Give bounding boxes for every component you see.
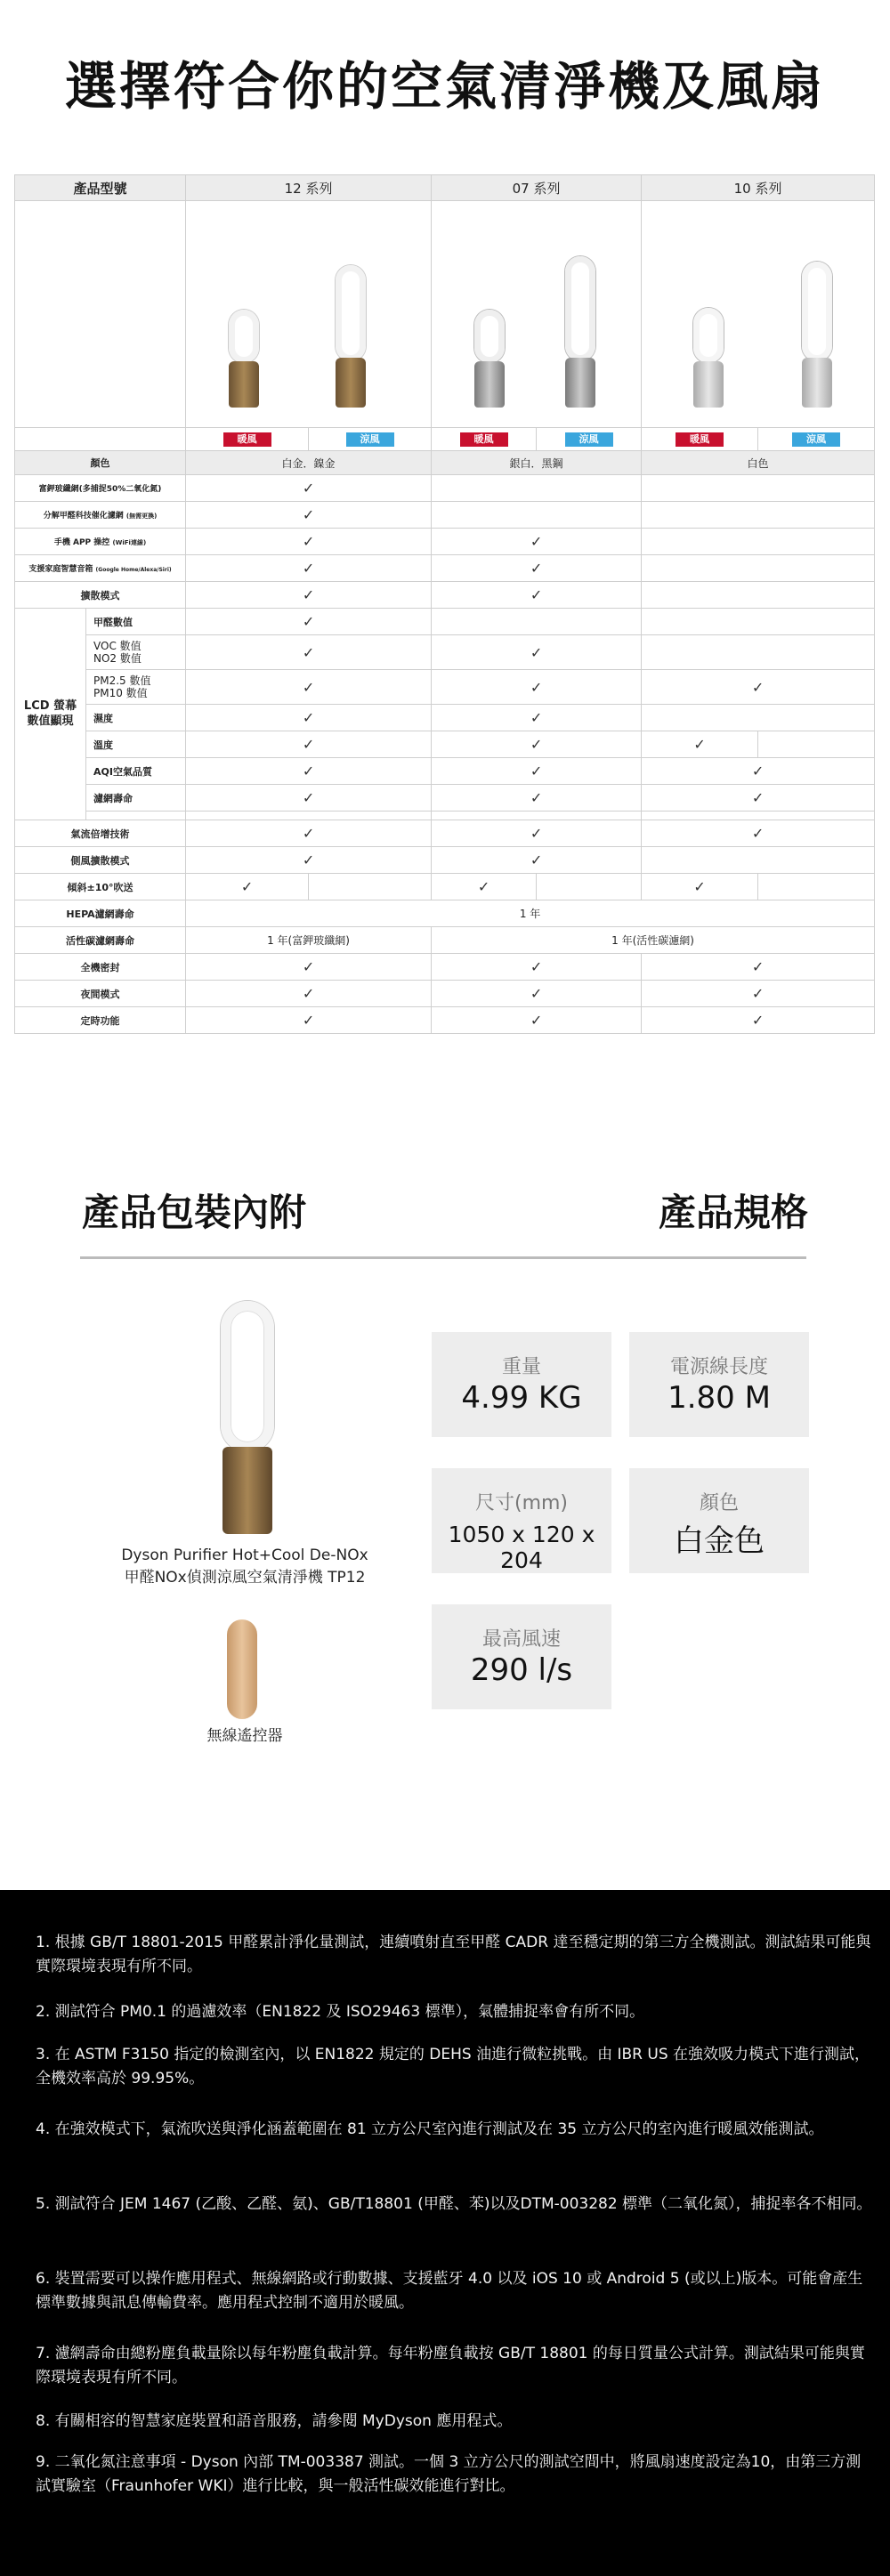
check-icon: ✓ xyxy=(186,954,432,981)
spec-cord xyxy=(629,1332,809,1437)
check-icon: ✓ xyxy=(186,731,432,758)
table-row xyxy=(15,731,875,758)
footnote: 4. 在強效模式下，氣流吹送與淨化涵蓋範圍在 81 立方公尺室內進行測試及在 35 立方公尺的室內進行暖風效能測試。 xyxy=(36,2120,824,2138)
size-label: 尺寸(mm) xyxy=(474,1492,569,1514)
weight-label: 重量 xyxy=(501,1356,541,1378)
tp12-cool-image xyxy=(336,265,366,408)
airflow-label: 最高風速 xyxy=(481,1628,561,1651)
table-row xyxy=(15,670,875,705)
series-10-header: 10 系列 xyxy=(642,175,875,201)
product-caption xyxy=(107,1545,383,1588)
table-row xyxy=(15,785,875,812)
series-12-images xyxy=(186,201,432,428)
table-row xyxy=(15,1007,875,1034)
table-row xyxy=(15,502,875,529)
row-label: AQI空氣品質 xyxy=(86,758,186,785)
hepa-life-value: 1 年 xyxy=(186,900,875,927)
remote-photo xyxy=(227,1619,257,1719)
row-label: 溫度 xyxy=(86,731,186,758)
row-label: PM2.5 數值 PM10 數值 xyxy=(86,670,186,705)
check-icon: ✓ xyxy=(642,874,758,900)
color-label: 顏色 xyxy=(15,451,186,475)
cool-badge: 涼風 xyxy=(792,432,840,447)
check-icon: ✓ xyxy=(642,758,875,785)
badge-row xyxy=(15,428,875,451)
check-icon: ✓ xyxy=(186,758,432,785)
cool-badge: 涼風 xyxy=(346,432,394,447)
check-icon: ✓ xyxy=(642,731,758,758)
color-label: 顏色 xyxy=(699,1492,739,1514)
package-title: 產品包裝內附 xyxy=(82,1191,307,1234)
footnote: 2. 測試符合 PM0.1 的過濾效率（EN1822 及 ISO29463 標準），氣體捕捉率會有所不同。 xyxy=(36,2003,645,2021)
check-icon: ✓ xyxy=(432,820,642,847)
check-icon: ✓ xyxy=(432,954,642,981)
tp10-cool-image xyxy=(802,262,832,408)
row-label: 定時功能 xyxy=(15,1007,186,1034)
check-icon: ✓ xyxy=(186,670,432,705)
row-label: 夜間模式 xyxy=(15,981,186,1007)
table-row xyxy=(15,609,875,635)
series-07-header: 07 系列 xyxy=(432,175,642,201)
carbon-life-rest: 1 年(活性碳濾網) xyxy=(432,927,875,954)
row-label: 濕度 xyxy=(86,705,186,731)
spec-airflow xyxy=(432,1604,611,1709)
check-icon: ✓ xyxy=(432,785,642,812)
weight-value: 4.99 KG xyxy=(461,1380,582,1416)
color-value-07: 銀白．黑鋼 xyxy=(432,451,642,475)
spec-color xyxy=(629,1468,809,1573)
check-icon: ✓ xyxy=(186,785,432,812)
check-icon: ✓ xyxy=(186,847,432,874)
spec-size xyxy=(432,1468,611,1573)
cord-label: 電源線長度 xyxy=(669,1356,768,1378)
check-icon: ✓ xyxy=(642,981,875,1007)
check-icon: ✓ xyxy=(432,731,642,758)
color-value: 白金色 xyxy=(674,1523,765,1559)
check-icon: ✓ xyxy=(642,954,875,981)
table-row xyxy=(15,705,875,731)
tp07-hot-image xyxy=(474,310,505,408)
check-icon: ✓ xyxy=(186,820,432,847)
table-row xyxy=(15,820,875,847)
row-label: VOC 數值 NO2 數值 xyxy=(86,635,186,670)
check-icon: ✓ xyxy=(186,582,432,609)
footnote: 7. 濾網壽命由總粉塵負載量除以每年粉塵負載計算。每年粉塵負載按 GB/T 18801 的每日質量公式計算。測試結果可能與實際環境表現有所不同。 xyxy=(36,2345,865,2387)
table-row xyxy=(15,954,875,981)
series-10-images xyxy=(642,201,875,428)
check-icon: ✓ xyxy=(186,609,432,635)
check-icon: ✓ xyxy=(186,981,432,1007)
model-header: 產品型號 xyxy=(15,175,186,201)
table-row xyxy=(15,529,875,555)
check-icon: ✓ xyxy=(432,981,642,1007)
check-icon: ✓ xyxy=(186,529,432,555)
row-label: 全機密封 xyxy=(15,954,186,981)
color-value-12: 白金．鎳金 xyxy=(186,451,432,475)
hot-badge: 暖風 xyxy=(223,432,271,447)
table-header-row xyxy=(15,175,875,201)
airflow-value: 290 l/s xyxy=(470,1652,573,1688)
lcd-group-label: LCD 螢幕 數值顯現 xyxy=(15,609,86,820)
check-icon: ✓ xyxy=(186,705,432,731)
row-label: 擴散模式 xyxy=(15,582,186,609)
table-row xyxy=(15,555,875,582)
footnotes xyxy=(0,1890,890,2576)
page-title: 選擇符合你的空氣清淨機及風扇 xyxy=(64,56,825,117)
table-row xyxy=(15,758,875,785)
table-row xyxy=(15,900,875,927)
row-label: 側風擴散模式 xyxy=(15,847,186,874)
check-icon: ✓ xyxy=(186,1007,432,1034)
footnote: 1. 根據 GB/T 18801-2015 甲醛累計淨化量測試，連續噴射直至甲醛 CADR 達至穩定期的第三方全機測試。測試結果可能與實際環境表現有所不同。 xyxy=(36,1934,871,1976)
check-icon: ✓ xyxy=(432,1007,642,1034)
footnote: 3. 在 ASTM F3150 指定的檢測室內，以 EN1822 規定的 DEHS 油進行微粒挑戰。由 IBR US 在強效吸力模式下進行測試，全機效率高於 99.95%。 xyxy=(36,2046,870,2088)
check-icon: ✓ xyxy=(432,670,642,705)
row-label: 手機 APP 操控 (WiFi連線) xyxy=(15,529,186,555)
footnote: 8. 有關相容的智慧家庭裝置和語音服務，請參閱 MyDyson 應用程式。 xyxy=(36,2412,513,2430)
row-label: 支援家庭智慧音箱 (Google Home/Alexa/Siri) xyxy=(15,555,186,582)
series-07-images xyxy=(432,201,642,428)
table-row xyxy=(15,981,875,1007)
row-label: HEPA濾網壽命 xyxy=(15,900,186,927)
check-icon: ✓ xyxy=(432,529,642,555)
row-label: 濾網壽命 xyxy=(86,785,186,812)
check-icon: ✓ xyxy=(642,820,875,847)
table-row xyxy=(15,927,875,954)
row-label: 傾斜±10°吹送 xyxy=(15,874,186,900)
table-row xyxy=(15,582,875,609)
spec-title: 產品規格 xyxy=(658,1191,808,1234)
check-icon: ✓ xyxy=(186,635,432,670)
section-divider xyxy=(80,1256,806,1259)
check-icon: ✓ xyxy=(432,847,642,874)
product-photo xyxy=(221,1301,274,1534)
footnote: 5. 測試符合 JEM 1467 (乙酸、乙醛、氨)、GB/T18801 (甲醛、苯)以及DTM-003282 標準（二氧化氮），捕捉率各不相同。 xyxy=(36,2195,872,2213)
product-subname: 甲醛NOx偵測涼風空氣清淨機 TP12 xyxy=(124,1568,366,1587)
cool-badge: 涼風 xyxy=(565,432,613,447)
product-image-row xyxy=(15,201,875,428)
color-value-10: 白色 xyxy=(642,451,875,475)
cord-value: 1.80 M xyxy=(668,1380,771,1416)
spec-weight xyxy=(432,1332,611,1437)
empty-image-cell xyxy=(15,201,186,428)
check-icon: ✓ xyxy=(642,1007,875,1034)
table-row xyxy=(15,475,875,502)
check-icon: ✓ xyxy=(432,555,642,582)
check-icon: ✓ xyxy=(432,758,642,785)
hot-badge: 暖風 xyxy=(676,432,724,447)
tp07-cool-image xyxy=(565,256,595,408)
check-icon: ✓ xyxy=(642,785,875,812)
comparison-table xyxy=(14,174,875,1034)
table-row xyxy=(15,847,875,874)
footnote: 6. 裝置需要可以操作應用程式、無線網路或行動數據、支援藍牙 4.0 以及 iOS 10 或 Android 5 (或以上)版本。可能會產生標準數據與訊息傳輸費率。應用程式控制不適用於暖風。 xyxy=(36,2270,863,2313)
table-row xyxy=(15,874,875,900)
size-value: 1050 x 120 x 204 xyxy=(448,1522,595,1573)
check-icon: ✓ xyxy=(186,502,432,529)
remote-caption: 無線遙控器 xyxy=(206,1727,283,1745)
footnote: 9. 二氧化氮注意事項 - Dyson 內部 TM-003387 測試。一個 3 立方公尺的測試空間中，將風扇速度設定為10，由第三方測試實驗室（Fraunhofer WKI）進行比較，與一般活性碳效能進行對比。 xyxy=(36,2453,862,2496)
check-icon: ✓ xyxy=(642,670,875,705)
check-icon: ✓ xyxy=(432,705,642,731)
check-icon: ✓ xyxy=(432,874,537,900)
series-12-header: 12 系列 xyxy=(186,175,432,201)
carbon-life-12: 1 年(富鉀玻纖網) xyxy=(186,927,432,954)
product-name: Dyson Purifier Hot+Cool De-NOx xyxy=(121,1546,368,1564)
row-label: 氣流倍增技術 xyxy=(15,820,186,847)
row-label: 活性碳濾網壽命 xyxy=(15,927,186,954)
check-icon: ✓ xyxy=(186,555,432,582)
row-label: 富鉀玻纖網(多捕捉50%二氧化氮) xyxy=(15,475,186,502)
table-row xyxy=(15,635,875,670)
row-label: 甲醛數值 xyxy=(86,609,186,635)
check-icon: ✓ xyxy=(186,874,309,900)
check-icon: ✓ xyxy=(432,582,642,609)
tp10-hot-image xyxy=(693,308,724,408)
hot-badge: 暖風 xyxy=(460,432,508,447)
check-icon: ✓ xyxy=(186,475,432,502)
color-row xyxy=(15,451,875,475)
row-label: 分解甲醛科技催化濾網 (無需更換) xyxy=(15,502,186,529)
check-icon: ✓ xyxy=(432,635,642,670)
tp12-hot-image xyxy=(229,310,259,408)
